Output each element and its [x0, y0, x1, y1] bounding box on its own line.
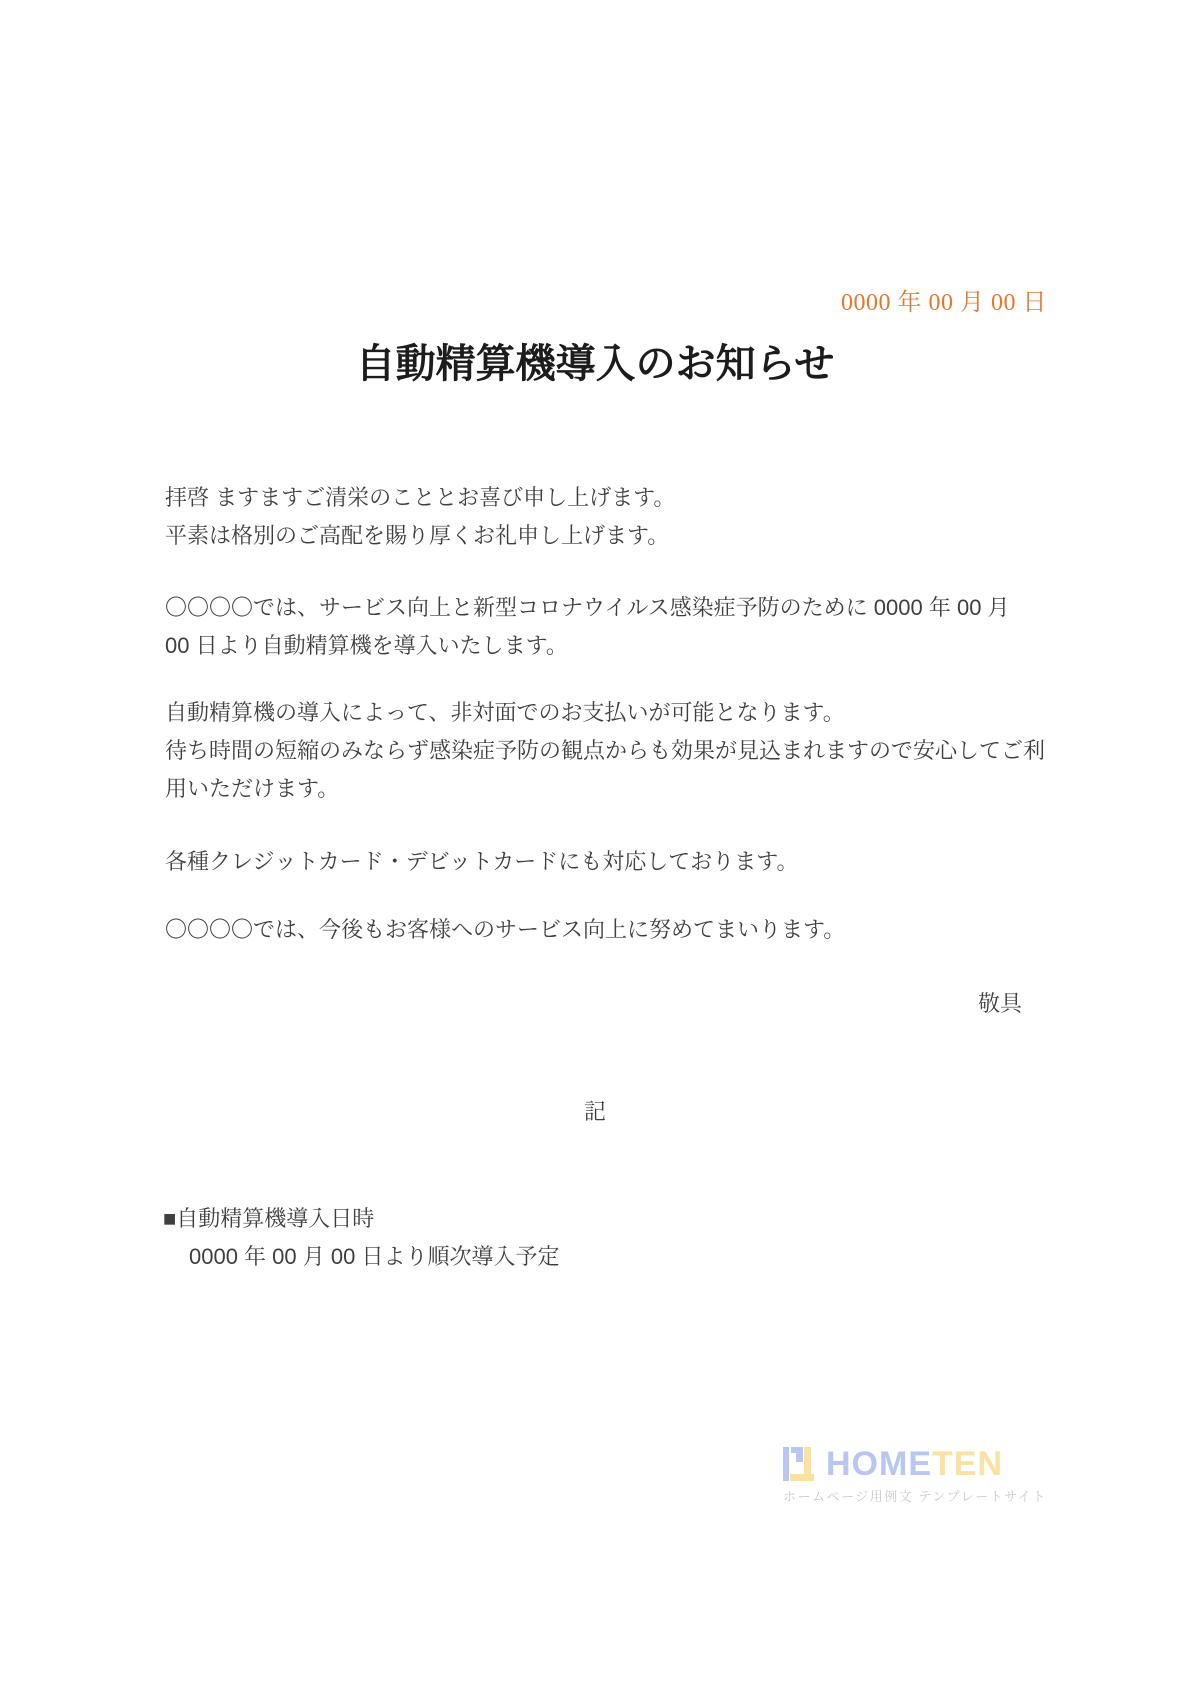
body-line: 待ち時間の短縮のみならず感染症予防の観点からも効果が見込まれますので安心してご利 [165, 738, 1046, 763]
record-marker-ki: 記 [583, 1099, 606, 1124]
notice-heading: ■自動精算機導入日時 [163, 1206, 375, 1231]
paragraph-cards [165, 843, 1065, 881]
paragraph-introduction [165, 589, 1065, 665]
hometen-wordmark-ten: TEN [932, 1445, 1003, 1483]
hometen-monogram-icon [783, 1446, 819, 1482]
hometen-tagline: ホームページ用例文 テンプレートサイト [783, 1489, 1047, 1504]
document-date: 0000 年 00 月 00 日 [841, 290, 1047, 316]
body-line: 〇〇〇〇では、サービス向上と新型コロナウイルス感染症予防のために 0000 年 00 月 [165, 595, 1010, 620]
body-line: 自動精算機の導入によって、非対面でのお支払いが可能となります。 [165, 700, 845, 725]
document-title: 自動精算機導入のお知らせ [355, 341, 835, 386]
body-line: 用いただけます。 [165, 776, 340, 801]
body-line: 00 日より自動精算機を導入いたします。 [165, 633, 568, 658]
hometen-wordmark-home: HOME [826, 1445, 932, 1483]
paragraph-commitment [165, 911, 1065, 949]
body-line: 平素は格別のご高配を賜り厚くお礼申し上げます。 [165, 523, 670, 548]
hometen-logo [783, 1445, 1047, 1505]
paragraph-benefits [165, 694, 1065, 808]
hometen-wordmark [826, 1446, 1003, 1482]
body-line: 拝啓 ますますご清栄のこととお喜び申し上げます。 [165, 485, 676, 510]
body-line: 〇〇〇〇では、今後もお客様へのサービス向上に努めてまいります。 [165, 917, 846, 942]
paragraph-greeting [165, 479, 1065, 555]
notice-section [163, 1200, 559, 1276]
body-line: 各種クレジットカード・デビットカードにも対応しております。 [165, 849, 799, 874]
closing-keigu: 敬具 [977, 991, 1022, 1016]
notice-detail: 0000 年 00 月 00 日より順次導入予定 [189, 1244, 560, 1269]
